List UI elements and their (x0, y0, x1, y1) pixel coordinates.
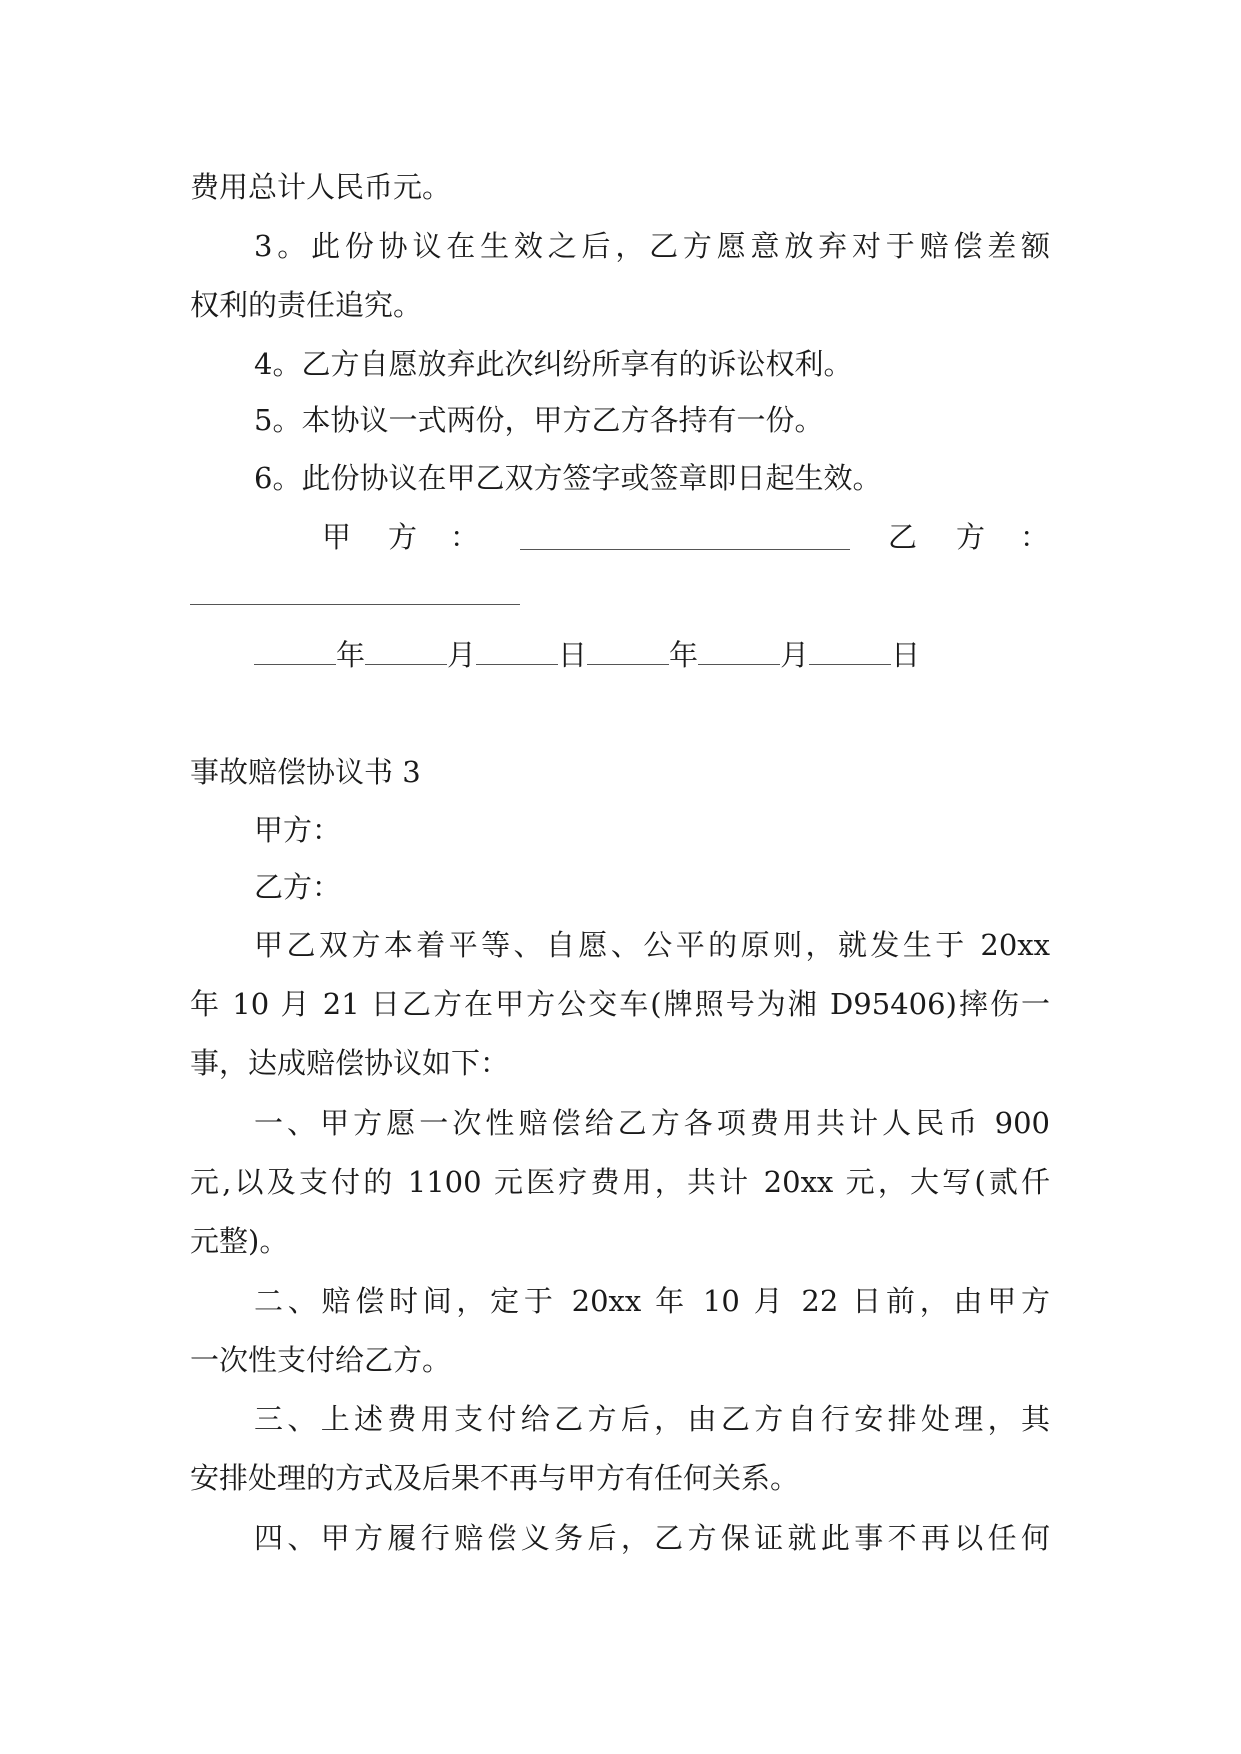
signature-row (190, 517, 1050, 557)
text-line: 费用总计人民币元。 (190, 170, 452, 204)
party-b-sign-label-2: 方 (956, 520, 986, 554)
date-blank (254, 636, 336, 665)
party-a-sign-label-1: 甲 (322, 520, 352, 554)
date-month-label: 月 (447, 638, 477, 672)
date-row (254, 635, 920, 675)
party-b-signature-line (190, 604, 520, 605)
date-day-label: 日 (558, 638, 588, 672)
party-a-signature-line (520, 549, 850, 550)
body-line: 四、甲方履行赔偿义务后，乙方保证就此事不再以任何 (254, 1521, 1050, 1555)
body-line: 元,以及支付的 1100 元医疗费用，共计 20xx 元，大写(贰仟 (190, 1165, 1050, 1199)
body-line: 三、上述费用支付给乙方后，由乙方自行安排处理，其 (254, 1402, 1050, 1436)
clause-6: 6。此份协议在甲乙双方签字或签章即日起生效。 (254, 461, 882, 495)
date-blank (365, 636, 447, 665)
date-blank (587, 636, 669, 665)
date-blank (809, 636, 891, 665)
body-line: 甲乙双方本着平等、自愿、公平的原则，就发生于 20xx (254, 928, 1050, 962)
party-b-sign-label-1: 乙 (888, 520, 918, 554)
clause-5: 5。本协议一式两份，甲方乙方各持有一份。 (254, 403, 824, 437)
party-b-sign-colon: ： (1020, 520, 1050, 554)
body-line: 事，达成赔偿协议如下： (190, 1046, 510, 1080)
section-title: 事故赔偿协议书 3 (190, 755, 421, 789)
party-a-label: 甲方： (254, 813, 342, 847)
date-blank (698, 636, 780, 665)
date-day-label: 日 (891, 638, 921, 672)
clause-3-line-1: 3。此份协议在生效之后，乙方愿意放弃对于赔偿差额 (254, 229, 1050, 263)
body-line: 安排处理的方式及后果不再与甲方有任何关系。 (190, 1461, 800, 1495)
body-line: 年 10 月 21 日乙方在甲方公交车(牌照号为湘 D95406)摔伤一 (190, 987, 1050, 1021)
date-year-label: 年 (336, 638, 366, 672)
date-blank (476, 636, 558, 665)
party-a-sign-label-2: 方 (388, 520, 418, 554)
body-line: 元整)。 (190, 1224, 289, 1258)
party-a-sign-colon: ： (450, 520, 480, 554)
body-line: 一、甲方愿一次性赔偿给乙方各项费用共计人民币 900 (254, 1106, 1050, 1140)
date-month-label: 月 (780, 638, 810, 672)
date-year-label: 年 (669, 638, 699, 672)
clause-3-line-2: 权利的责任追究。 (190, 288, 423, 322)
body-line: 二、赔偿时间，定于 20xx 年 10 月 22 日前，由甲方 (254, 1284, 1050, 1318)
body-line: 一次性支付给乙方。 (190, 1343, 452, 1377)
clause-4: 4。乙方自愿放弃此次纠纷所享有的诉讼权利。 (254, 347, 853, 381)
party-b-label: 乙方： (254, 870, 342, 904)
